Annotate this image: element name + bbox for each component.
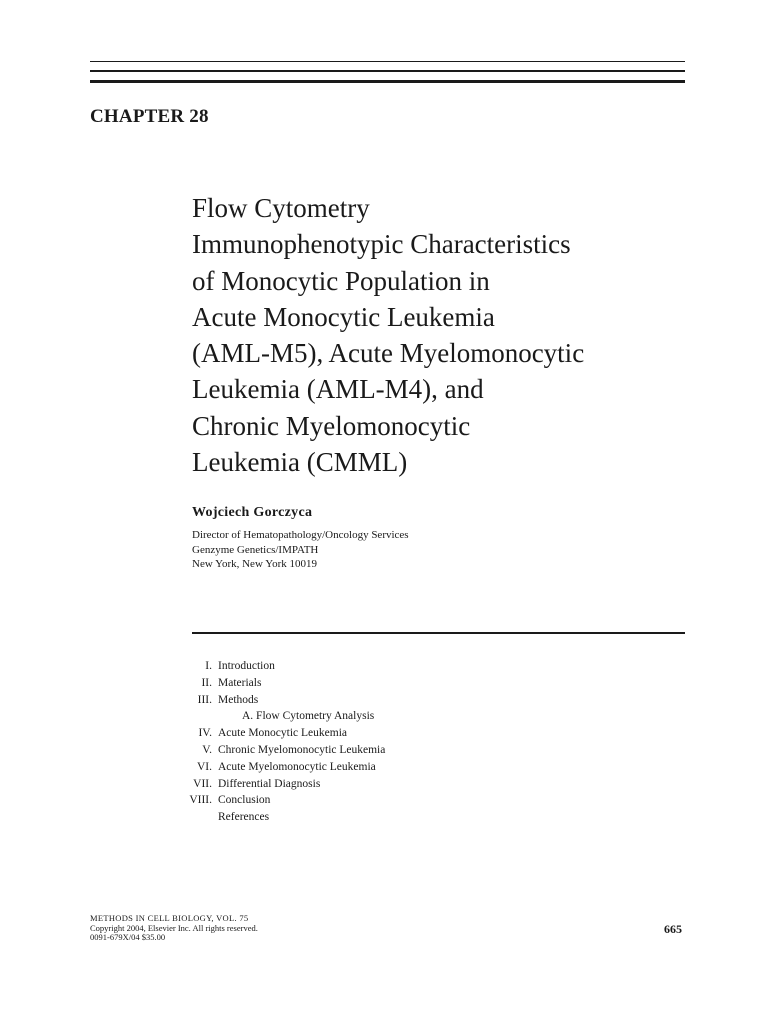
toc-item: [160, 692, 560, 709]
author-affiliation: [192, 528, 409, 572]
toc-number: I.: [205, 660, 212, 672]
title-line: Flow Cytometry: [192, 193, 370, 223]
toc-text: References: [218, 811, 270, 824]
page-number: 665: [664, 922, 682, 936]
affiliation-line: Director of Hematopathology/Oncology Services: [192, 529, 409, 541]
footer-code: 0091-679X/04 $35.00: [90, 932, 166, 943]
toc-number: [160, 809, 218, 826]
toc-text: Introduction: [218, 660, 275, 672]
toc-text: Conclusion: [218, 794, 271, 807]
toc-number: VI.: [196, 760, 212, 773]
toc-item: [160, 742, 560, 759]
toc-item: [160, 759, 560, 776]
toc-text: Acute Monocytic Leukemia: [218, 727, 348, 740]
toc-text: Differential Diagnosis: [218, 777, 321, 790]
toc-item: [160, 809, 560, 826]
toc-subitem: [160, 708, 560, 725]
title-line: Leukemia (CMML): [192, 447, 408, 478]
affiliation-line: Genzyme Genetics/IMPATH: [192, 543, 319, 556]
chapter-label: CHAPTER 28: [90, 106, 209, 127]
toc-number: IV.: [198, 727, 212, 740]
toc-text: Materials: [218, 676, 262, 689]
toc-text: Chronic Myelomonocytic Leukemia: [218, 743, 386, 756]
top-rule-medium: [90, 70, 685, 72]
toc-item: [160, 658, 560, 675]
toc-number: VII.: [193, 777, 212, 790]
footer-series: METHODS IN CELL BIOLOGY, VOL. 75: [90, 913, 249, 923]
toc-text: A. Flow Cytometry Analysis: [242, 710, 375, 723]
title-line: Chronic Myelomonocytic: [192, 410, 471, 441]
toc-number: V.: [202, 743, 212, 756]
toc-item: [160, 675, 560, 692]
title-line: (AML-M5), Acute Myelomonocytic: [192, 338, 585, 369]
toc-number: [160, 708, 218, 725]
toc-item: [160, 792, 560, 809]
title-line: Leukemia (AML-M4), and: [192, 374, 484, 405]
footer-copyright: Copyright 2004, Elsevier Inc. All rights reserved.: [90, 922, 258, 933]
title-line: Immunophenotypic Characteristics: [192, 229, 571, 260]
title-line: of Monocytic Population in: [192, 265, 490, 296]
toc-item: [160, 725, 560, 742]
top-rule-thick: [90, 80, 685, 83]
toc-item: [160, 776, 560, 793]
top-rule-thin: [90, 61, 685, 62]
toc-number: III.: [197, 693, 212, 706]
footer-publication-info: [90, 914, 258, 943]
affiliation-line: New York, New York 10019: [192, 558, 317, 570]
toc-text: Methods: [218, 693, 259, 706]
table-of-contents: [160, 658, 560, 826]
chapter-title: [192, 190, 672, 480]
toc-number: II.: [201, 676, 212, 689]
toc-text: Acute Myelomonocytic Leukemia: [218, 760, 376, 773]
title-line: Acute Monocytic Leukemia: [192, 301, 495, 332]
author-name: Wojciech Gorczyca: [192, 505, 313, 520]
toc-number: VIII.: [189, 794, 212, 807]
section-divider: [192, 632, 685, 634]
